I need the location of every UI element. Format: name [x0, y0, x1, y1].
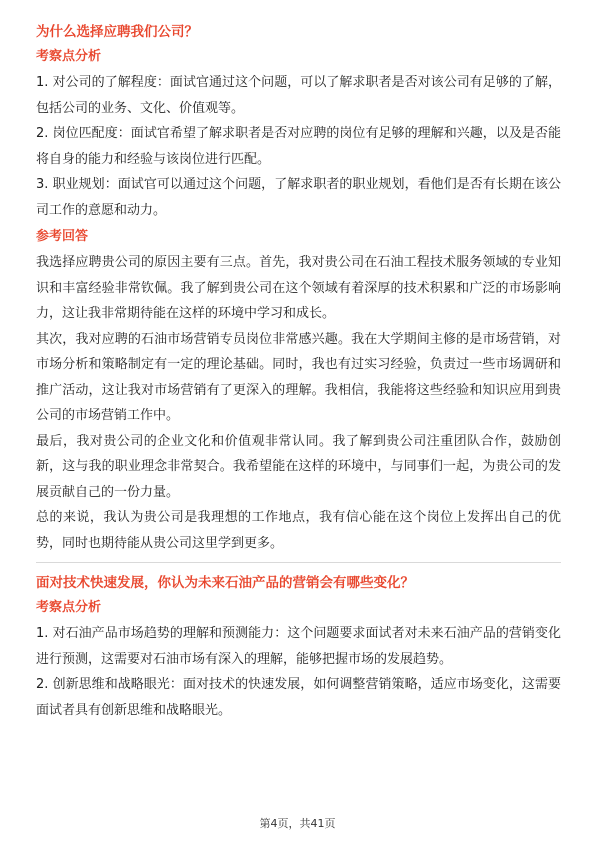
section-divider [36, 562, 561, 563]
analysis-item-1-1: 1. 对公司的了解程度：面试官通过这个问题，可以了解求职者是否对该公司有足够的了解，包括公司的业务、文化、价值观等。 [36, 75, 561, 116]
analysis-item-2-1: 1. 对石油产品市场趋势的理解和预测能力：这个问题要求面试者对未来石油产品的营销变化进行预测，这需要对石油市场有深入的理解，能够把握市场的发展趋势。 [36, 626, 561, 667]
analysis-item-2-2: 2. 创新思维和战略眼光：面对技术的快速发展，如何调整营销策略，适应市场变化，这需要面试者具有创新思维和战略眼光。 [36, 677, 561, 718]
answer-paragraph-3: 最后，我对贵公司的企业文化和价值观非常认同。我了解到贵公司注重团队合作，鼓励创新，这与我的职业理念非常契合。我希望能在这样的环境中，与同事们一起，为贵公司的发展贡献自己的一份力量。 [36, 433, 561, 500]
answer-paragraph-2: 其次，我对应聘的石油市场营销专员岗位非常感兴趣。我在大学期间主修的是市场营销，对市场分析和策略制定有一定的理论基础。同时，我也有过实习经验，负责过一些市场调研和推广活动，这让我对市场营销有了更深入的理解。我相信，我能将这些经验和知识应用到贵公司的市场营销工作中。 [36, 331, 561, 423]
question-title-1: 为什么选择应聘我们公司？ [36, 24, 198, 40]
question-title-2: 面对技术快速发展，你认为未来石油产品的营销会有哪些变化？ [36, 575, 414, 591]
analysis-heading-1: 考察点分析 [36, 49, 102, 64]
answer-paragraph-4: 总的来说，我认为贵公司是我理想的工作地点，我有信心能在这个岗位上发挥出自己的优势，同时也期待能从贵公司这里学到更多。 [36, 510, 561, 551]
answer-heading-1: 参考回答 [36, 229, 89, 244]
analysis-item-1-3: 3. 职业规划：面试官可以通过这个问题，了解求职者的职业规划，看他们是否有长期在该公司工作的意愿和动力。 [36, 177, 561, 218]
document-page [36, 22, 561, 723]
page-number-footer: 第4页，共41页 [259, 817, 336, 830]
analysis-item-1-2: 2. 岗位匹配度：面试官希望了解求职者是否对应聘的岗位有足够的理解和兴趣，以及是否能将自身的能力和经验与该岗位进行匹配。 [36, 126, 561, 167]
analysis-heading-2: 考察点分析 [36, 600, 102, 615]
answer-paragraph-1: 我选择应聘贵公司的原因主要有三点。首先，我对贵公司在石油工程技术服务领域的专业知识和丰富经验非常钦佩。我了解到贵公司在这个领域有着深厚的技术积累和广泛的市场影响力，这让我非常期待能在这样的环境中学习和成长。 [36, 255, 561, 321]
